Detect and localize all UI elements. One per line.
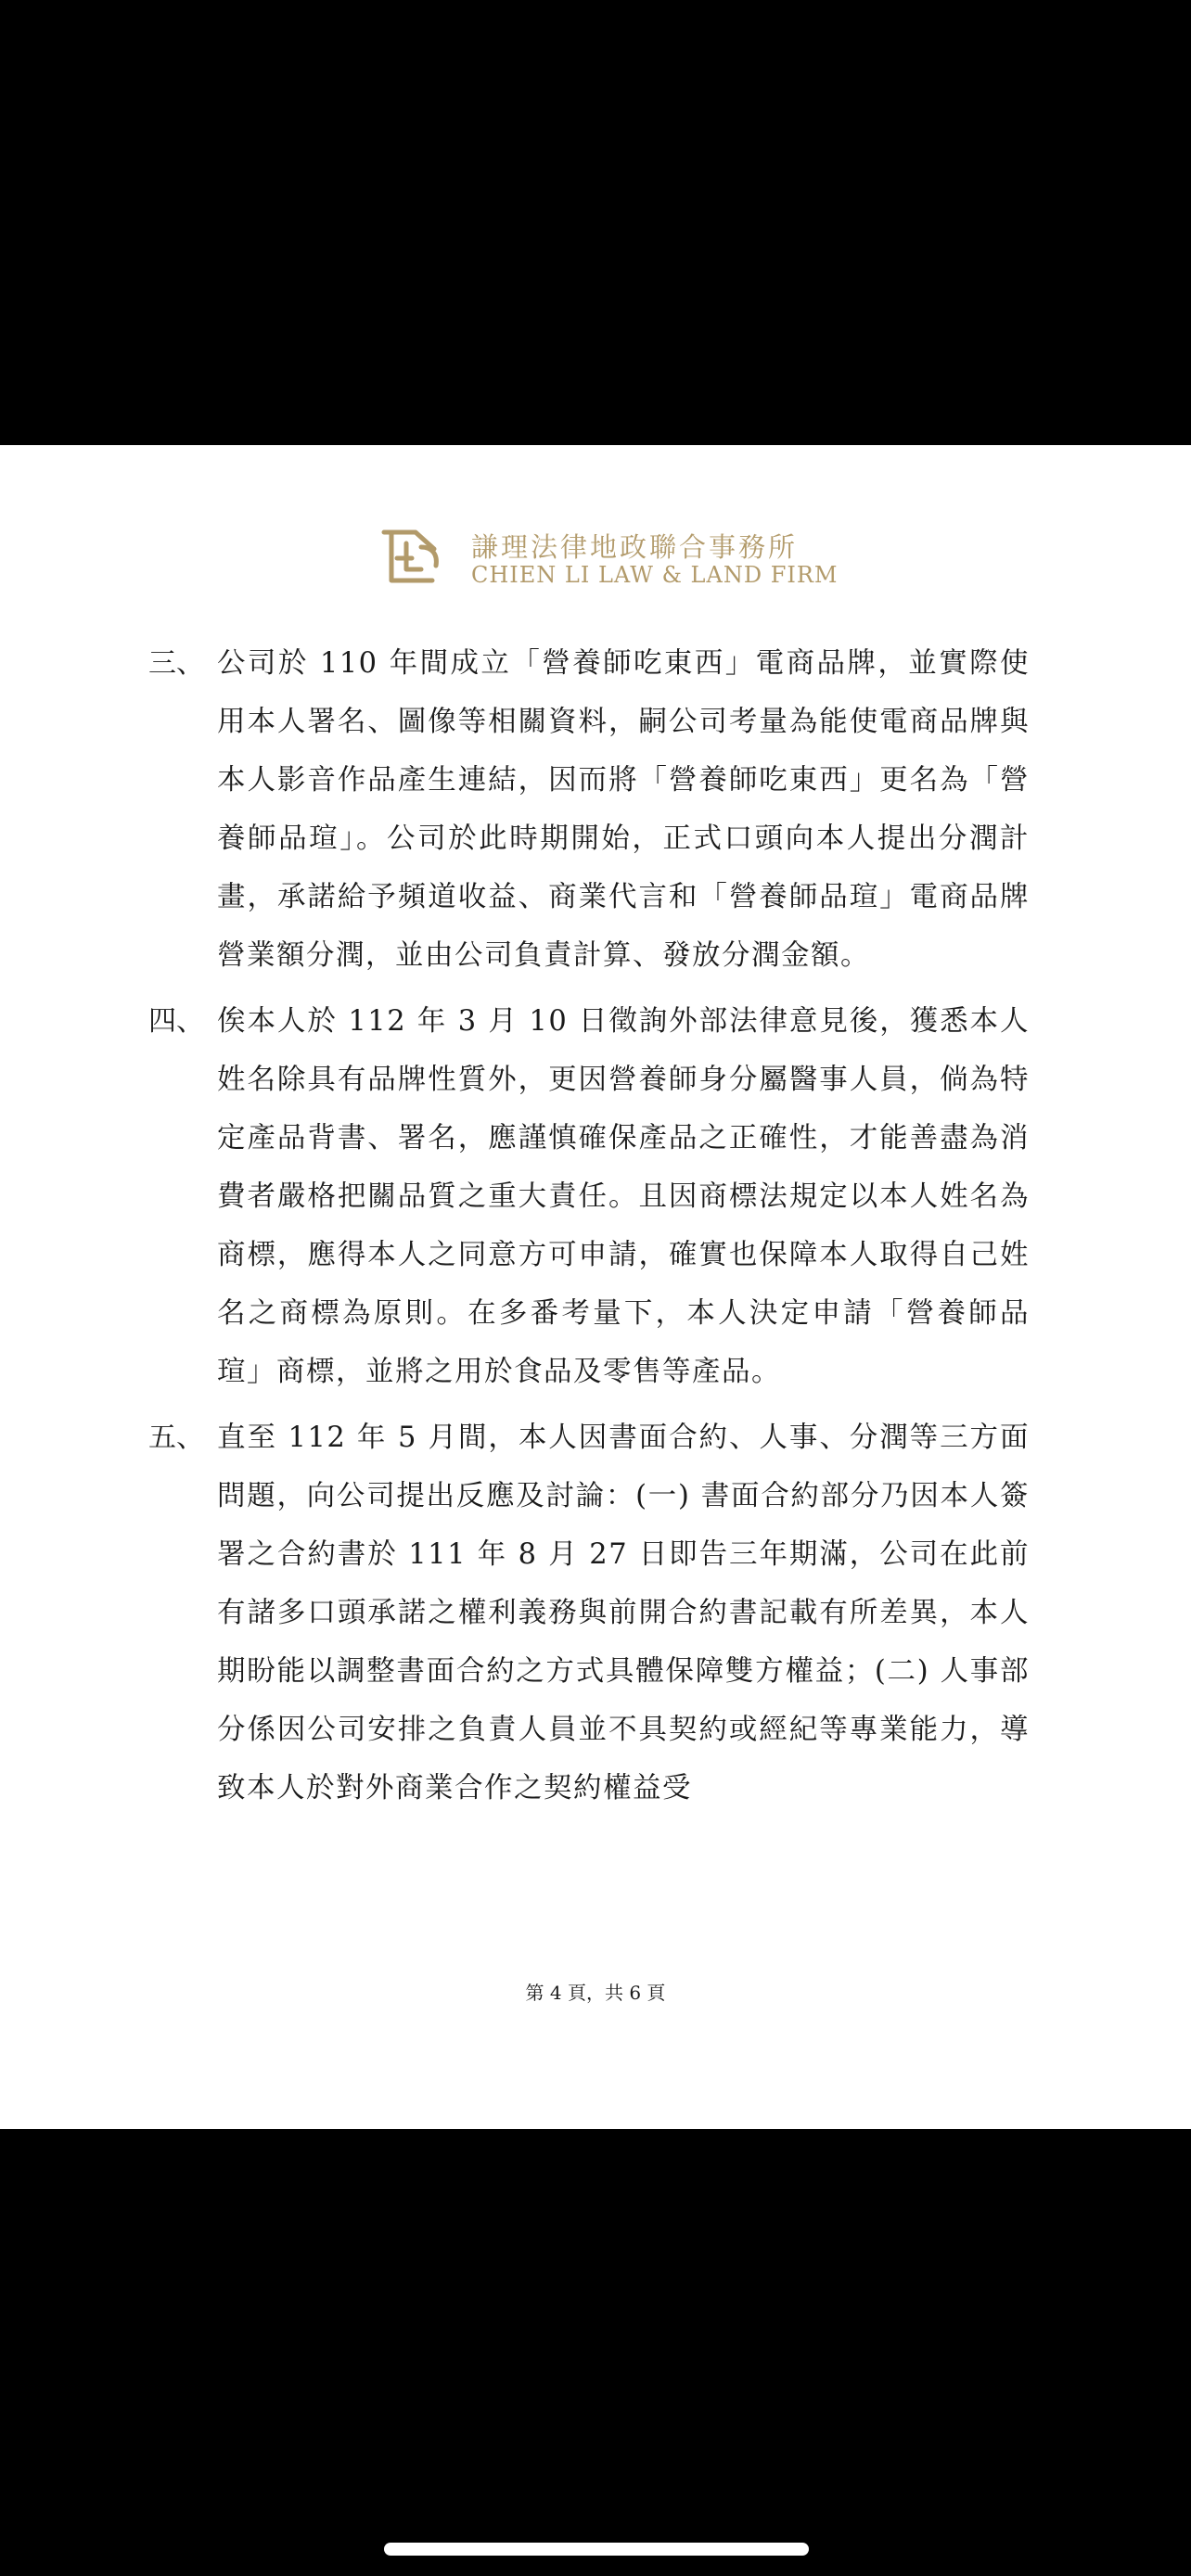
paragraph-item-3 <box>148 634 1030 985</box>
firm-logo-icon <box>378 521 449 592</box>
paragraph-item-4 <box>148 992 1030 1401</box>
letterhead <box>378 521 839 595</box>
document-page <box>0 445 1191 2129</box>
firm-name-chinese: 謙理法律地政聯合事務所 <box>471 531 799 563</box>
paragraph-text: 公司於 110 年間成立「營養師吃東西」電商品牌，並實際使用本人署名、圖像等相關資料，嗣公司考量為能使電商品牌與本人影音作品產生連結，因而將「營養師吃東西」更名為「營養師品瑄」。公司於此時期開始，正式口頭向本人提出分潤計畫，承諾給予頻道收益、商業代言和「營養師品瑄」電商品牌營業額分潤，並由公司負責計算、發放分潤金額。 <box>217 647 1030 972</box>
paragraph-text: 直至 112 年 5 月間，本人因書面合約、人事、分潤等三方面問題，向公司提出反應及討論：(一) 書面合約部分乃因本人簽署之合約書於 111 年 8 月 27 日即告三年期滿，公司在此前有諸多口頭承諾之權利義務與前開合約書記載有所差異，本人期盼能以調整書面合約之方式具體保障雙方權益；(二) 人事部分係因公司安排之負責人員並不具契約或經紀等專業能力，導致本人於對外商業合作之契約權益受 <box>217 1422 1030 1804</box>
paragraph-item-5 <box>148 1409 1030 1817</box>
paragraph-marker: 三、 <box>148 647 204 680</box>
paragraph-text: 俟本人於 112 年 3 月 10 日徵詢外部法律意見後，獲悉本人姓名除具有品牌性質外，更因營養師身分屬醫事人員，倘為特定產品背書、署名，應謹慎確保產品之正確性，才能善盡為消費者嚴格把關品質之重大責任。且因商標法規定以本人姓名為商標，應得本人之同意方可申請，確實也保障本人取得自己姓名之商標為原則。在多番考量下，本人決定申請「營養師品瑄」商標，並將之用於食品及零售等產品。 <box>217 1005 1030 1388</box>
paragraph-marker: 五、 <box>148 1422 204 1454</box>
page-number-footer: 第 4 頁，共 6 頁 <box>525 1982 666 2004</box>
paragraph-marker: 四、 <box>148 1005 204 1038</box>
firm-name-english: CHIEN LI LAW & LAND FIRM <box>471 562 839 588</box>
home-indicator[interactable] <box>384 2543 809 2556</box>
numbered-paragraphs <box>148 634 1030 1825</box>
